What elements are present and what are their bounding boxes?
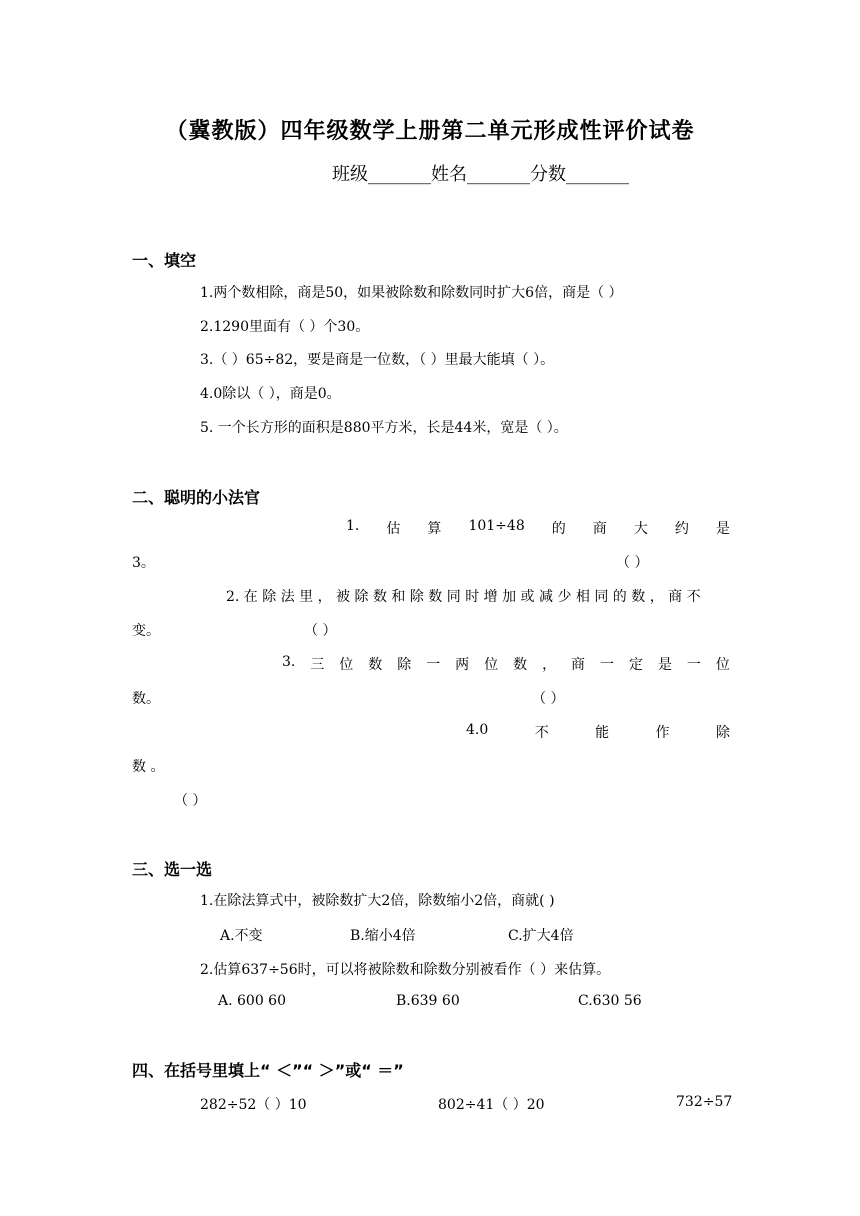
judge-question-3-continuation: 数。 [132,691,160,707]
choose-q2-option-c: C.630 56 [578,993,642,1009]
token: 算 [427,521,442,537]
judge-question-4 [466,722,730,742]
section-heading-judge: 二、聪明的小法官 [132,488,261,507]
token: 商 [592,521,607,537]
token: 约 [674,521,689,537]
judge-question-1 [346,518,730,538]
compare-item-1: 282÷52（ ）10 [200,1097,307,1113]
token: 商 [571,657,586,673]
judge-question-1-continuation: 3。 [132,555,155,571]
fill-question-2: 2.1290里面有（ ）个30。 [200,319,370,335]
section-heading-choose: 三、选一选 [132,860,213,879]
token: 除 [397,657,412,673]
judge-answer-paren-3: （ ） [532,691,565,707]
fill-question-3: 3.（ ）65÷82，要是商是一位数，（ ）里最大能填（ ）。 [200,352,555,368]
compare-item-3: 732÷57 [676,1094,733,1110]
token: 两 [455,657,470,673]
judge-answer-paren-4: （ ） [174,793,207,809]
section-heading-fill: 一、填空 [132,251,197,270]
fill-question-5: 5. 一个长方形的面积是880平方米，长是44米，宽是（ ）。 [200,420,568,436]
token: 一 [686,657,701,673]
token: 是 [715,521,730,537]
choose-q2-option-b: B.639 60 [396,993,460,1009]
token: 三 [310,657,325,673]
choose-q2-option-a: A. 600 60 [218,993,286,1009]
token: 作 [655,725,670,741]
token: 1. [346,518,360,534]
token: 位 [715,657,730,673]
token: 位 [484,657,499,673]
token: 能 [595,725,610,741]
judge-question-2-continuation: 变。 [132,623,160,639]
token: 不 [534,725,549,741]
token: 定 [628,657,643,673]
choose-q1-option-a: A.不变 [220,928,263,944]
fill-question-1: 1.两个数相除，商是50，如果被除数和除数同时扩大6倍，商是（ ） [200,285,623,301]
token: 101÷48 [468,518,525,534]
token: 的 [551,521,566,537]
token: 位 [339,657,354,673]
token: 4.0 [466,722,489,738]
student-info-line: 班级_______姓名_______分数_______ [332,164,629,185]
judge-answer-paren-1: （ ） [616,555,649,571]
judge-question-4-continuation: 数 。 [132,759,165,775]
choose-question-2: 2.估算637÷56时，可以将被除数和除数分别被看作（ ）来估算。 [200,962,611,978]
compare-item-2: 802÷41（ ）20 [438,1097,545,1113]
section-heading-compare: 四、在括号里填上“ ＜”“ ＞”或“ ＝” [132,1061,404,1080]
token: 估 [386,521,401,537]
judge-question-2: 2. 在 除 法 里 ， 被 除 数 和 除 数 同 时 增 加 或 减 少 相 同 的 数 ， 商 不 [226,589,701,605]
token: 大 [633,521,648,537]
token: 数 [513,657,528,673]
token: 3. [282,654,296,670]
token: 一 [426,657,441,673]
choose-question-1: 1.在除法算式中，被除数扩大2倍，除数缩小2倍，商就( ) [200,893,555,909]
judge-question-3 [282,654,730,674]
judge-answer-paren-2: （ ） [304,623,337,639]
page-title: （冀教版）四年级数学上册第二单元形成性评价试卷 [165,118,695,144]
token: 数 [368,657,383,673]
choose-q1-option-b: B.缩小4倍 [350,928,416,944]
token: 一 [600,657,615,673]
token: 是 [657,657,672,673]
token: ， [542,657,557,673]
token: 除 [715,725,730,741]
fill-question-4: 4.0除以（ ），商是0。 [200,386,341,402]
choose-q1-option-c: C.扩大4倍 [508,928,574,944]
